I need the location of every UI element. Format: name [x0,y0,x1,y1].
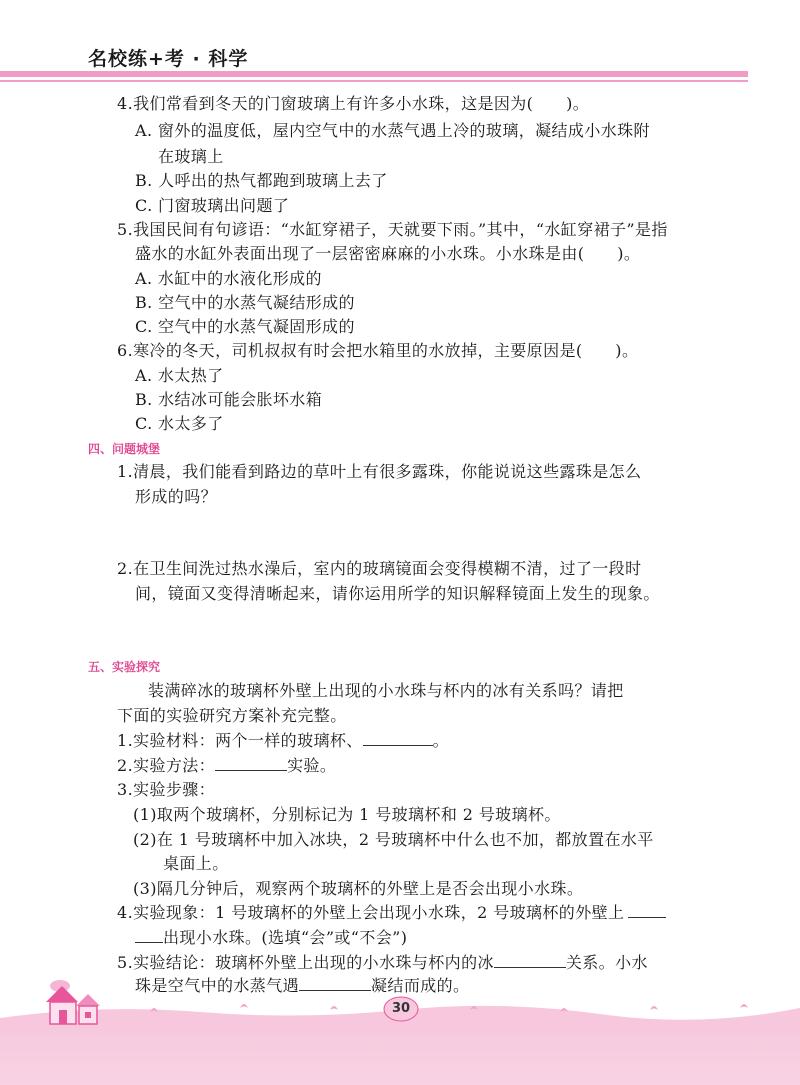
q4-option-b: B. 人呼出的热气都跑到玻璃上去了 [135,171,388,190]
method-label: 2.实验方法： [117,756,216,775]
s5-phenomenon-line1 [117,902,666,924]
conclusion-blank-1[interactable] [494,953,566,968]
materials-label: 1.实验材料：两个一样的玻璃杯、 [117,731,363,750]
s5-materials [117,730,449,752]
phenomenon-blank[interactable] [628,903,666,918]
conclusion-mid: 关系。小水 [565,953,648,972]
phenomenon-blank-cont[interactable] [135,928,163,943]
section4-title: 四、问题城堡 [88,442,161,456]
header-rule [0,71,748,77]
q5-stem-line1: 5.我国民间有句谚语：“水缸穿裙子，天就要下雨。”其中，“水缸穿裙子”是指 [117,220,668,239]
house-icon [38,972,108,1028]
section5-title: 五、实验探究 [88,660,161,674]
s5-step1: (1)取两个玻璃杯，分别标记为 1 号玻璃杯和 2 号玻璃杯。 [133,805,561,824]
q5-option-c: C. 空气中的水蒸气凝固形成的 [135,317,355,336]
conclusion-end: 凝结而成的。 [371,976,470,995]
s5-phenomenon-line2 [135,927,407,949]
conclusion-label: 5.实验结论：玻璃杯外壁上出现的小水珠与杯内的冰 [117,953,494,972]
s5-steps-title: 3.实验步骤： [117,780,216,799]
s5-step2-line1: (2)在 1 号玻璃杯中加入冰块，2 号玻璃杯中什么也不加，都放置在水平 [133,830,654,849]
page-number: 30 [391,1001,411,1016]
q4-option-a: A. 窗外的温度低，屋内空气中的水蒸气遇上冷的玻璃，凝结成小水珠附 [135,121,650,140]
q4-option-a-cont: 在玻璃上 [158,147,224,166]
s4-q1-line2: 形成的吗？ [135,487,218,506]
s5-method [117,755,336,777]
s4-q2-line2: 间，镜面又变得清晰起来，请你运用所学的知识解释镜面上发生的现象。 [135,584,660,603]
q4-stem: 4.我们常看到冬天的门窗玻璃上有许多小水珠，这是因为( )。 [117,94,590,113]
q4-option-c: C. 门窗玻璃出问题了 [135,196,290,215]
phenomenon-text: 4.实验现象：1 号玻璃杯的外壁上会出现小水珠，2 号玻璃杯的外壁上 [117,903,625,922]
s4-q1-line1: 1.清晨，我们能看到路边的草叶上有很多露珠，你能说说这些露珠是怎么 [117,462,642,481]
s5-conclusion-line1 [117,952,648,974]
materials-end: 。 [432,731,450,750]
s5-intro-line1: 装满碎冰的玻璃杯外壁上出现的小水珠与杯内的冰有关系吗？请把 [148,681,624,700]
q6-option-b: B. 水结冰可能会胀坏水箱 [135,390,323,409]
q6-option-c: C. 水太多了 [135,414,224,433]
header-title: 名校练+考 · 科学 [88,48,249,70]
materials-blank[interactable] [363,731,433,746]
s4-q2-line1: 2.在卫生间洗过热水澡后，室内的玻璃镜面会变得模糊不清，过了一段时 [117,559,642,578]
method-blank[interactable] [215,756,287,771]
q5-option-a: A. 水缸中的水液化形成的 [135,269,322,288]
q6-stem: 6.寒冷的冬天，司机叔叔有时会把水箱里的水放掉，主要原因是( )。 [117,341,639,360]
s5-step3: (3)隔几分钟后，观察两个玻璃杯的外壁上是否会出现小水珠。 [133,879,584,898]
conclusion-cont: 珠是空气中的水蒸气遇 [135,976,300,995]
q5-option-b: B. 空气中的水蒸气凝结形成的 [135,293,355,312]
method-end: 实验。 [287,756,337,775]
phenomenon-text-cont: 出现小水珠。(选填“会”或“不会”) [163,928,408,947]
header-rule-thin [0,80,748,82]
s5-step2-line2: 桌面上。 [163,854,229,873]
q5-stem-line2: 盛水的水缸外表面出现了一层密密麻麻的小水珠。小水珠是由( )。 [135,244,641,263]
q6-option-a: A. 水太热了 [135,366,224,385]
s5-intro-line2: 下面的实验研究方案补充完整。 [117,706,347,725]
conclusion-blank-2[interactable] [299,976,371,991]
